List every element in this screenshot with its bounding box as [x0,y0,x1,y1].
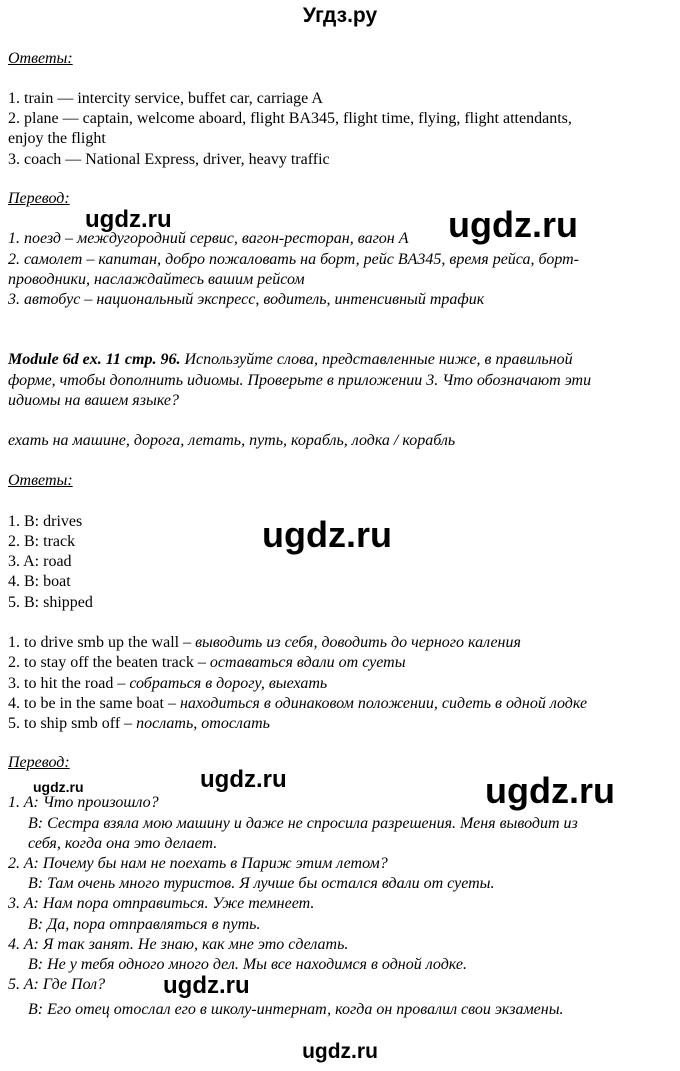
dialogue-line: 3. A: Нам пора отправиться. Уже темнеет. [8,895,315,912]
dialogue-line: B: Да, пора отправляться в путь. [28,916,261,933]
task-text: Используйте слова, представленные ниже, в правильной [180,351,573,368]
watermark: ugdz.ru [200,766,287,793]
dialogue-line: B: Сестра взяла мою машину и даже не спросила разрешения. Меня выводит из [28,815,578,832]
idiom-line [8,633,521,653]
task-line-3: идиомы на вашем языке? [8,392,179,409]
translation-line: проводники, наслаждайтесь вашим рейсом [8,271,305,288]
idiom-line [8,653,406,673]
answers-heading: Ответы: [8,50,73,67]
dialogue-line: 4. A: Я так занят. Не знаю, как мне это сделать. [8,936,349,953]
answer-line: 1. train — intercity service, buffet car, carriage A [8,90,323,107]
idiom-russian: – выводить из себя, доводить до черного каления [179,634,521,651]
dialogue-line: 2. A: Почему бы нам не поехать в Париж этим летом? [8,855,388,872]
site-title: Угдз.ру [302,4,378,27]
watermark: ugdz.ru [85,206,172,233]
idiom-line [8,714,270,734]
idiom-line [8,694,587,714]
answer-item: 5. B: shipped [8,594,93,611]
task-line-2: форме, чтобы дополнить идиомы. Проверьте в приложении 3. Что обозначают эти [8,372,592,389]
watermark: ugdz.ru [33,779,84,795]
translation-line: 1. поезд – междугородний сервис, вагон-ресторан, вагон А [8,230,409,247]
footer-site-name: ugdz.ru [302,1040,378,1063]
idiom-line [8,674,327,694]
watermark: ugdz.ru [163,972,250,999]
answer-line: 3. coach — National Express, driver, heavy traffic [8,151,330,168]
dialogue-line: B: Не у тебя одного много дел. Мы все находимся в одной лодке. [28,956,467,973]
translation-heading-2: Перевод: [8,754,70,771]
idiom-russian: – послать, отослать [120,715,270,732]
translation-line: 3. автобус – национальный экспресс, водитель, интенсивный трафик [8,291,485,308]
word-list: ехать на машине, дорога, летать, путь, корабль, лодка / корабль [8,432,456,449]
translation-heading: Перевод: [8,190,70,207]
idiom-english: 3. to hit the road [8,675,114,692]
idiom-russian: – оставаться вдали от суеты [193,654,406,671]
answer-line: enjoy the flight [8,130,106,147]
answer-item: 4. B: boat [8,573,71,590]
dialogue-line: 1. A: Что произошло? [8,794,159,811]
idiom-english: 4. to be in the same boat [8,695,164,712]
answer-item: 2. B: track [8,533,76,550]
dialogue-line: 5. A: Где Пол? [8,976,106,993]
answer-item: 3. A: road [8,553,72,570]
watermark: ugdz.ru [448,204,578,245]
module-reference: Module 6d ex. 11 стр. 96. [8,351,181,368]
watermark: ugdz.ru [262,514,392,555]
answer-item: 1. B: drives [8,513,83,530]
answers-heading-2: Ответы: [8,472,73,489]
task-line-1 [8,350,573,370]
dialogue-line: B: Там очень много туристов. Я лучше бы остался вдали от суеты. [28,875,495,892]
idiom-russian: – находиться в одинаковом положении, сидеть в одной лодке [163,695,588,712]
idiom-english: 2. to stay off the beaten track [8,654,194,671]
dialogue-line: B: Его отец отослал его в школу-интернат, когда он провалил свои экзамены. [28,1001,564,1018]
answer-line: 2. plane — captain, welcome aboard, flight BA345, flight time, flying, flight attendants, [8,110,572,127]
idiom-russian: – собраться в дорогу, выехать [113,675,328,692]
watermark: ugdz.ru [485,770,615,811]
idiom-english: 5. to ship smb off [8,715,121,732]
idiom-english: 1. to drive smb up the wall [8,634,180,651]
translation-line: 2. самолет – капитан, добро пожаловать на борт, рейс BA345, время рейса, борт- [8,251,579,268]
dialogue-line: себя, когда она это делает. [28,835,218,852]
